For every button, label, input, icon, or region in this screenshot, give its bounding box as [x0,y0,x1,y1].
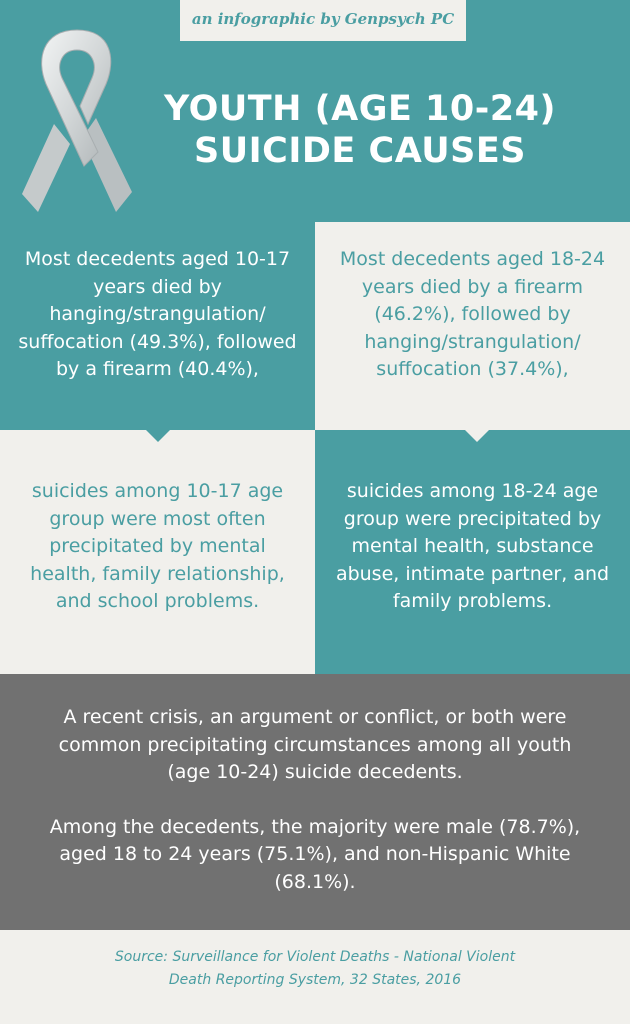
page-title [150,88,570,172]
byline: an infographic by Genpsych PC [180,0,466,41]
method-10-17-cell: Most decedents aged 10-17 years died by hanging/strangulation/ suffocation (49.3%), followed by a firearm (40.4%), [0,222,315,430]
awareness-ribbon-icon [18,26,136,214]
pointer-arrow-right [465,430,489,442]
pointer-arrow-left [146,430,170,442]
title-line-2: SUICIDE CAUSES [194,131,526,171]
summary-section [0,674,630,930]
header-section [0,0,630,222]
summary-paragraph-2: Among the decedents, the majority were male (78.7%), aged 18 to 24 years (75.1%), and non-Hispanic White (68.1%). [49,815,581,893]
method-18-24-cell: Most decedents aged 18-24 years died by a firearm (46.2%), followed by hanging/strangulation/ suffocation (37.4%), [315,222,630,430]
summary-paragraph-1: A recent crisis, an argument or conflict, or both were common precipitating circumstances among all youth (age 10-24) suicide decedents. [58,706,572,783]
precipitants-18-24-cell: suicides among 18-24 age group were precipitated by mental health, substance abuse, intimate partner, and family problems. [315,430,630,674]
precipitants-10-17-cell: suicides among 10-17 age group were most often precipitated by mental health, family relationship, and school problems. [0,430,315,674]
source-footer: Source: Surveillance for Violent Deaths - National Violent Death Reporting System, 32 States, 2016 [0,930,630,1024]
title-line-1: YOUTH (AGE 10-24) [164,89,556,129]
